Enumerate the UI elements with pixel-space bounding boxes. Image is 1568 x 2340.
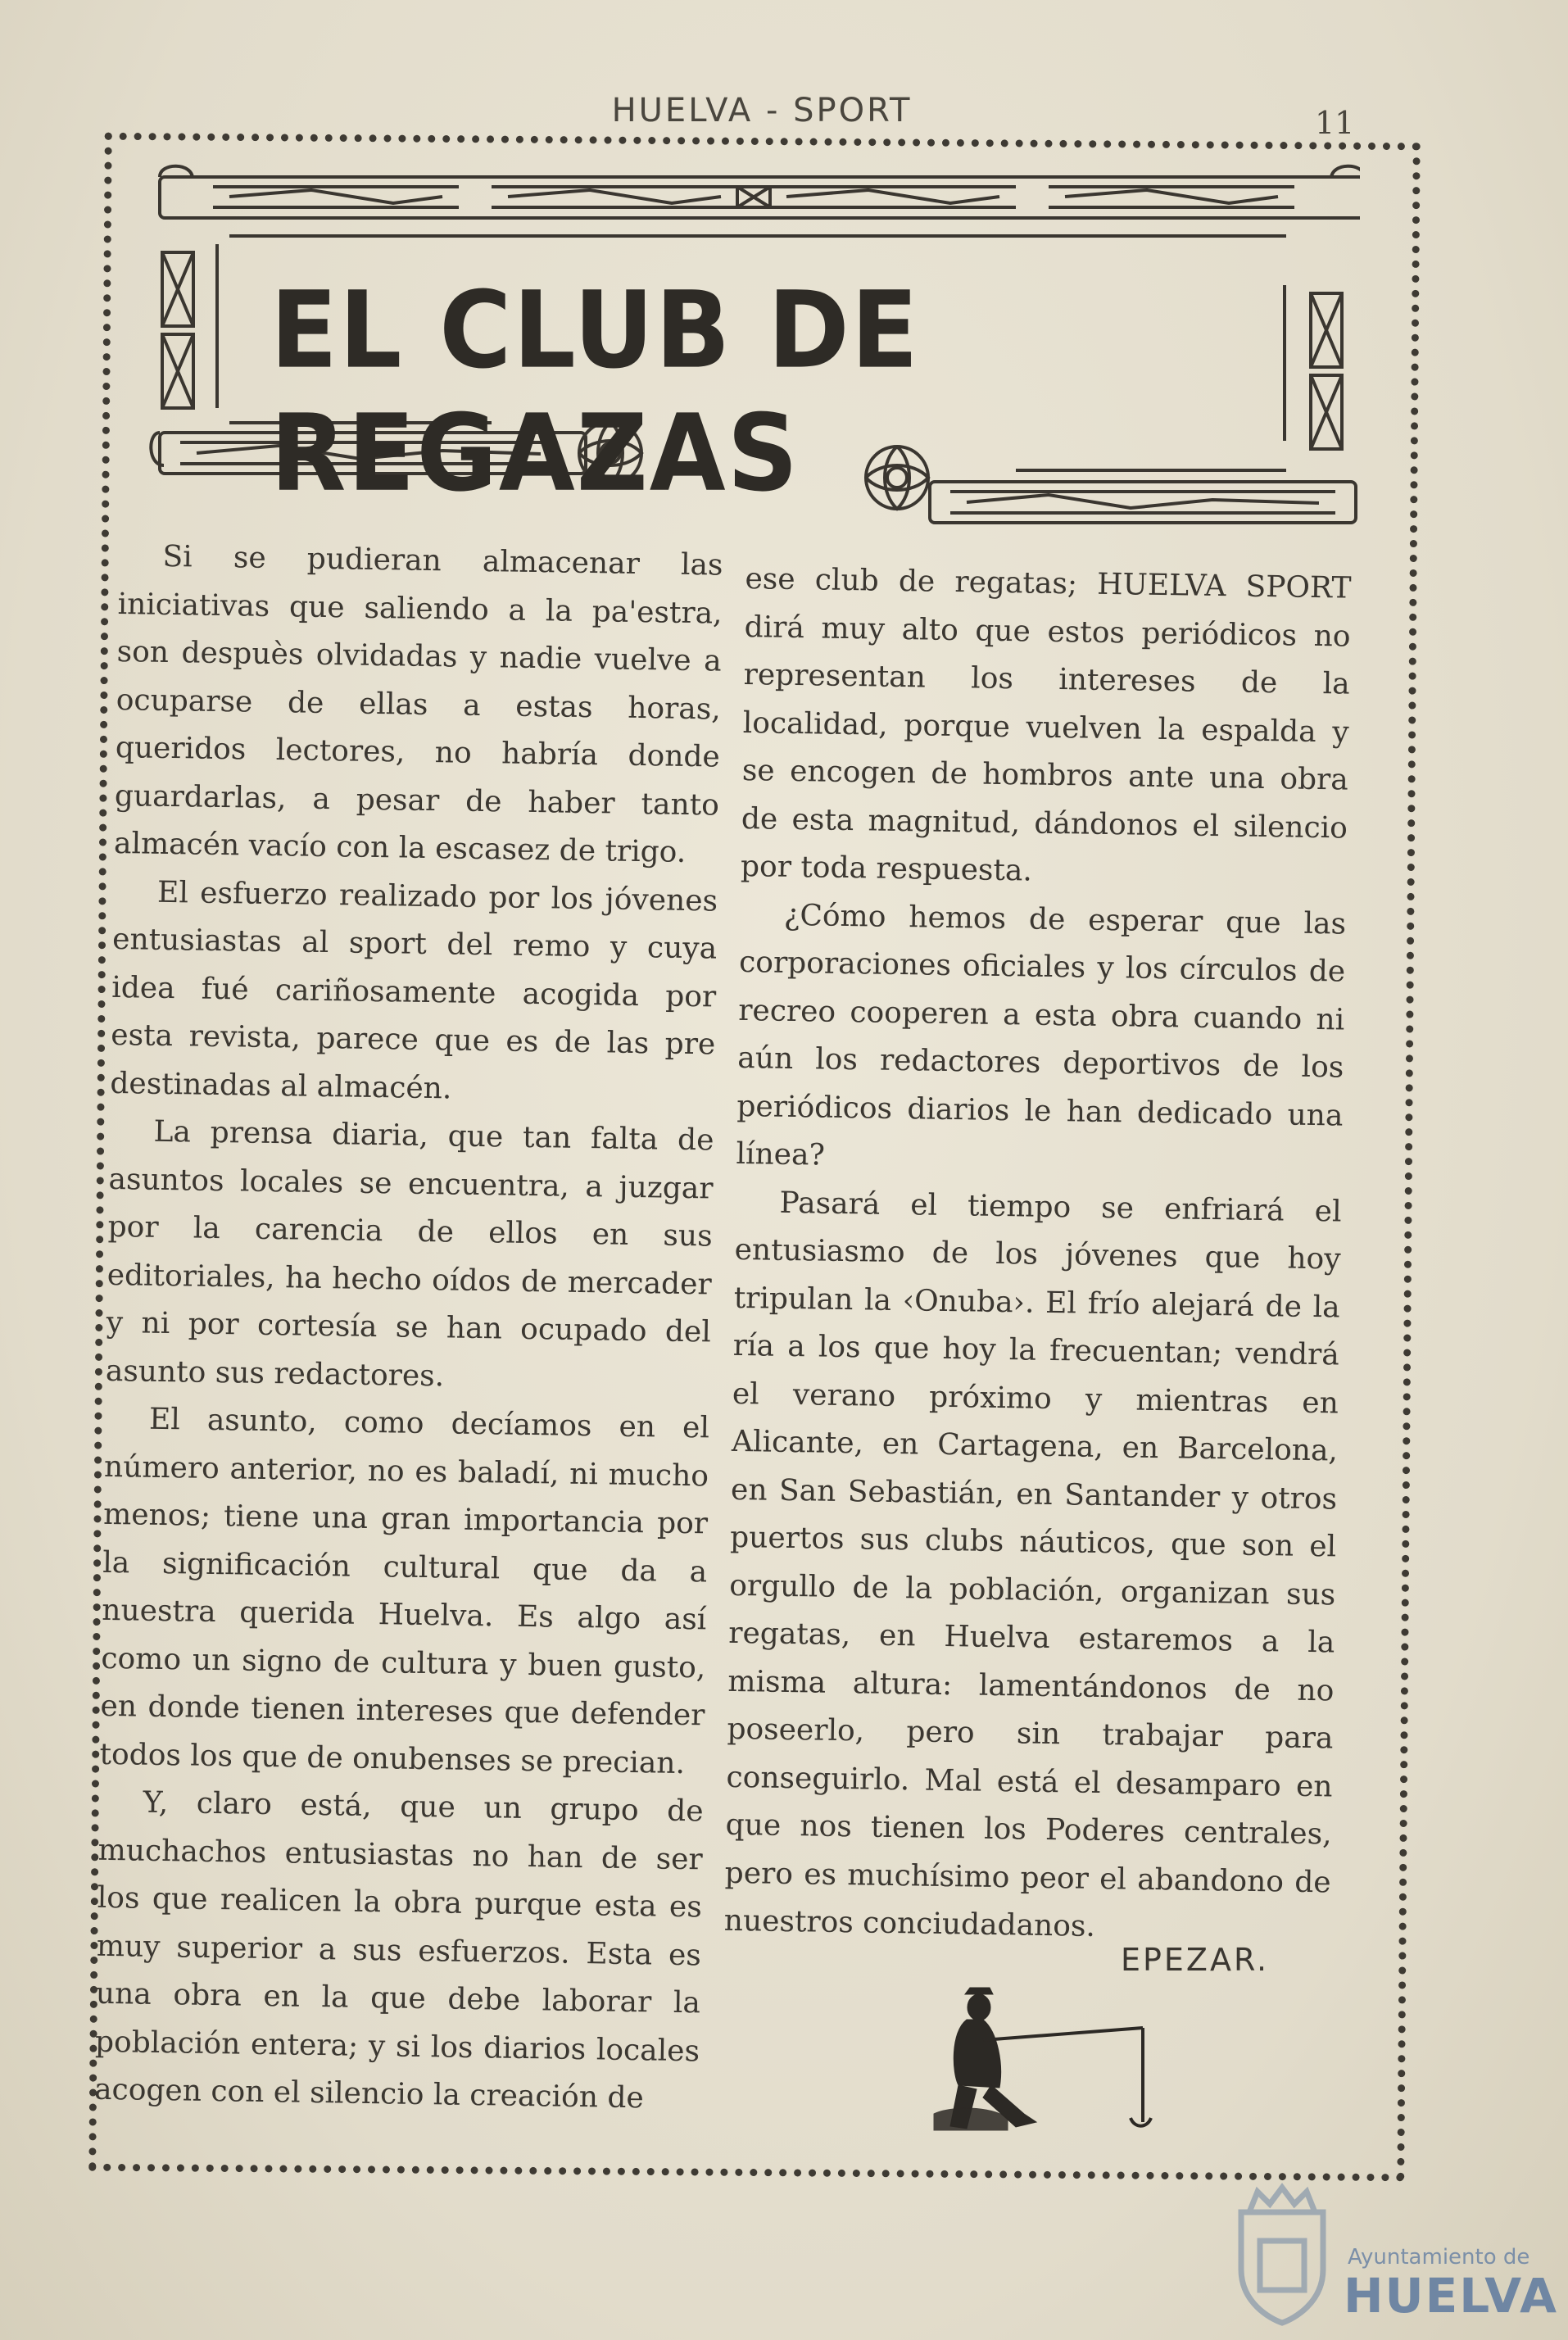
fisherman-vignette-icon xyxy=(901,1983,1163,2142)
running-head: HUELVA - SPORT xyxy=(611,92,913,129)
author-signature: EPEZAR. xyxy=(1121,1942,1270,1978)
watermark-caption: Ayuntamiento de xyxy=(1348,2245,1530,2270)
paragraph: El esfuerzo realizado por los jóvenes entusiastas al sport del remo y cuya idea fué cariñosamente acogida por esta revista, parece que es de las pre destinadas al almacén. xyxy=(110,875,718,1105)
paragraph: Si se pudieran almacenar las iniciativas que saliendo a la pa'estra, son despuès olvidadas y nadie vuelve a ocuparse de ellas a estas horas, queridos lectores, no habría donde guardarlas, a pesar de haber tanto almacén vacío con la escasez de trigo. xyxy=(113,539,723,869)
paragraph: Y, claro está, que un grupo de muchachos entusiastas no han de ser los que realicen la obra purque esta es muy superior a sus esfuerzos. Esta es una obra en la que debe laborar la población entera; y si los diarios locales acogen con el silencio la creación de xyxy=(93,1785,704,2116)
right-column xyxy=(723,556,1352,1955)
city-coat-of-arms-icon xyxy=(1229,2179,1335,2330)
article-title: EL CLUB DE REGAZAS xyxy=(270,269,920,516)
paragraph: La prensa diaria, que tan falta de asuntos locales se encuentra, a juzgar por la carencia de ellos en sus editoriales, ha hecho oídos de mercader y ni por cortesía se han ocupado del asunto sus redactores. xyxy=(105,1114,714,1393)
paragraph: El asunto, como decíamos en el número anterior, no es baladí, ni mucho menos; tiene una gran importancia por la significación cultural que da a nuestra querida Huelva. Es algo así como un signo de cultura y buen gusto, en donde tienen intereses que defender todos los que de onubenses se precian. xyxy=(99,1402,710,1780)
page-number: 11 xyxy=(1315,105,1355,141)
left-column xyxy=(94,533,723,2124)
paragraph: Pasará el tiempo se enfriará el entusiasmo de los jóvenes que hoy tripulan la ‹Onuba›. El frío alejará de la ría a los que hoy la frecuentan; vendrá el verano próximo y mientras en Alicante, en Cartagena, en Barcelona, en San Sebastián, en Santander y otros puertos sus clubs náuticos, que son el orgullo de la población, organizan sus regatas, en Huelva estaremos a la misma altura: lamentándonos de no poseerlo, pero sin trabajar para conseguirlo. Mal está el desamparo en que nos tienen los Poderes centrales, pero es muchísimo peor el abandono de nuestros conciudadanos. xyxy=(723,1186,1342,1943)
paragraph: ¿Cómo hemos de esperar que las corporaciones oficiales y los círculos de recreo cooperen a esta obra cuando ni aún los redactores deportivos de los periódicos diarios le han dedicado una línea? xyxy=(736,898,1347,1172)
watermark-title: HUELVA xyxy=(1344,2268,1559,2324)
paragraph: ese club de regatas; HUELVA SPORT dirá muy alto que estos periódicos no representan los intereses de la localidad, porque vuelven la espalda y se encogen de hombros ante una obra de esta magnitud, dándonos el silencio por toda respuesta. xyxy=(740,561,1352,888)
